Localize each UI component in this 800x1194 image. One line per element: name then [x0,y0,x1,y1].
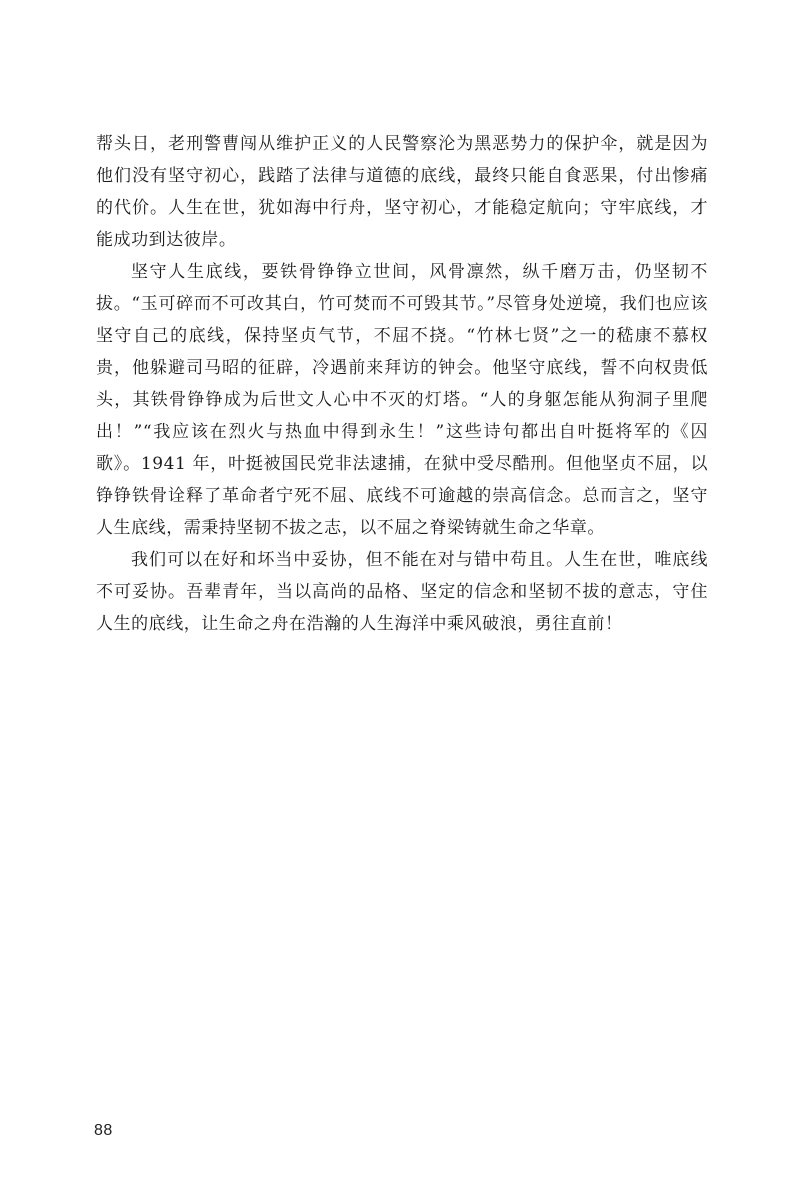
page-number: 88 [94,1122,113,1139]
paragraph-continued: 帮头日，老刑警曹闯从维护正义的人民警察沦为黑恶势力的保护伞，就是因为他们没有坚守初心，践踏了法律与道德的底线，最终只能自食恶果，付出惨痛的代价。人生在世，犹如海中行舟，坚守初心，才能稳定航向；守牢底线，才能成功到达彼岸。 [96,134,708,250]
body-text [96,128,708,640]
paragraph-conclusion: 我们可以在好和坏当中妥协，但不能在对与错中苟且。人生在世，唯底线不可妥协。吾辈青年，当以高尚的品格、坚定的信念和坚韧不拔的意志，守住人生的底线，让生命之舟在浩瀚的人生海洋中乘风破浪，勇往直前！ [96,550,708,634]
paragraph-bottom-line-steadfast: 坚守人生底线，要铁骨铮铮立世间，风骨凛然，纵千磨万击，仍坚韧不拔。“玉可碎而不可改其白，竹可焚而不可毁其节。”尽管身处逆境，我们也应该坚守自己的底线，保持坚贞气节，不屈不挠。“竹林七贤”之一的嵇康不慕权贵，他躲避司马昭的征辟，冷遇前来拜访的钟会。他坚守底线，誓不向权贵低头，其铁骨铮铮成为后世文人心中不灭的灯塔。“人的身躯怎能从狗洞子里爬出！”“我应该在烈火与热血中得到永生！”这些诗句都出自叶挺将军的《囚歌》。1941 年，叶挺被国民党非法逮捕，在狱中受尽酷刑。但他坚贞不屈，以铮铮铁骨诠释了革命者宁死不屈、底线不可逾越的崇高信念。总而言之，坚守人生底线，需秉持坚韧不拔之志，以不屈之脊梁铸就生命之华章。 [96,262,708,538]
